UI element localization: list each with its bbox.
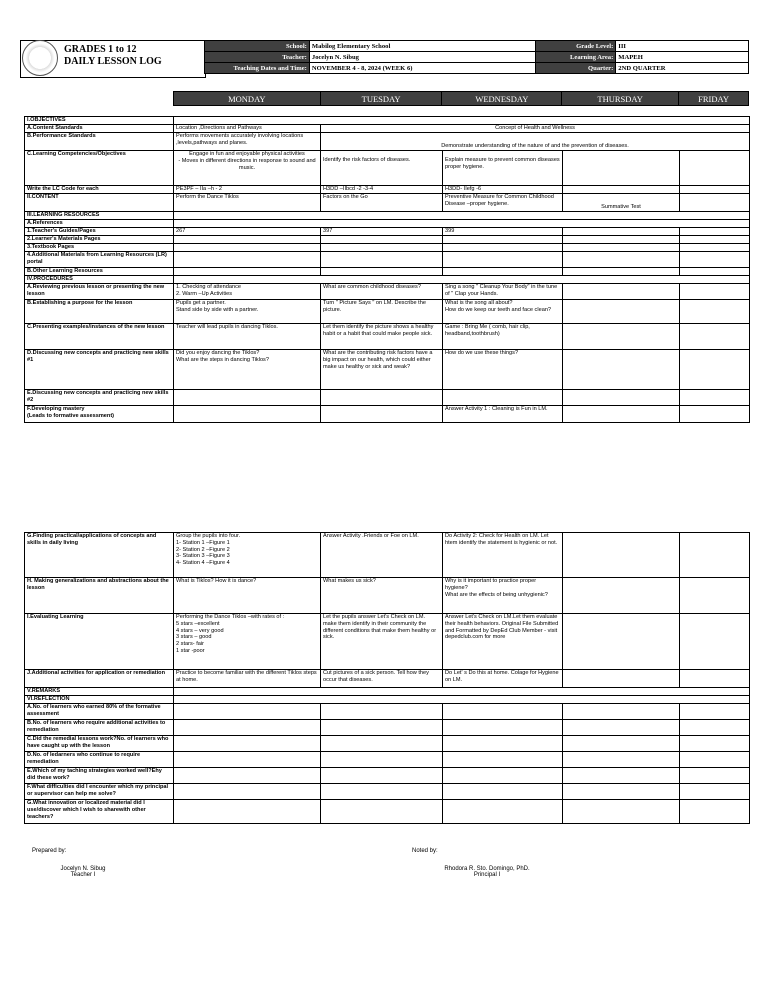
empty-cell bbox=[563, 670, 680, 688]
empty-cell bbox=[680, 252, 750, 268]
row-procedures: IV.PROCEDURES bbox=[25, 276, 174, 284]
reflection-d: D.No. of ledarners who continue to require remediation bbox=[25, 752, 174, 768]
empty-cell bbox=[680, 324, 750, 350]
empty-cell bbox=[174, 390, 321, 406]
tg-label: 1.Teacher's Guides/Pages bbox=[25, 228, 174, 236]
f-wed: Answer Activity 1 : Cleaning is Fun in LM. bbox=[443, 406, 563, 423]
empty-cell bbox=[174, 252, 321, 268]
empty-cell bbox=[563, 252, 680, 268]
content-thu: Summative Test bbox=[563, 194, 680, 212]
empty-cell bbox=[563, 736, 680, 752]
title-line1: GRADES 1 to 12 bbox=[64, 44, 137, 55]
comp-wed: Explain measure to prevent common diseases proper hygiene. bbox=[443, 151, 563, 186]
dates-label: Teaching Dates and Time: bbox=[205, 63, 310, 74]
tg-wed: 399 bbox=[443, 228, 563, 236]
empty-cell bbox=[563, 768, 680, 784]
lc-wed: H3DD- IIefg -6 bbox=[443, 186, 563, 194]
d-mon: Did you enjoy dancing the Tiklos? What are the steps in dancing Tiklos? bbox=[174, 350, 321, 390]
comp-tue: Identify the risk factors of diseases. bbox=[321, 151, 443, 186]
c-wed: Game : Bring Me ( comb, hair clip, headband,toothbrush) bbox=[443, 324, 563, 350]
empty-cell bbox=[680, 578, 750, 614]
reflection-c: C.Did the remedial lessons work?No. of learners who have caught up with the lesson bbox=[25, 736, 174, 752]
empty-cell bbox=[443, 768, 563, 784]
empty-cell bbox=[443, 244, 563, 252]
empty-cell bbox=[321, 768, 443, 784]
c-mon: Teacher will lead pupils in dancing Tiklos. bbox=[174, 324, 321, 350]
empty-cell bbox=[680, 390, 750, 406]
empty-cell bbox=[443, 736, 563, 752]
empty-cell bbox=[321, 406, 443, 423]
g-wed: Do Activity 2: Check for Health on LM. Let htem identify the statement is hygienic or not. bbox=[443, 533, 563, 578]
prepared-label: Prepared by: bbox=[32, 848, 67, 854]
day-thursday: THURSDAY bbox=[562, 92, 679, 106]
empty-cell bbox=[174, 736, 321, 752]
empty-cell bbox=[563, 614, 680, 670]
empty-cell bbox=[563, 533, 680, 578]
empty-cell bbox=[321, 244, 443, 252]
row-reflection: VI.REFLECTION bbox=[25, 696, 174, 704]
empty-cell bbox=[443, 704, 563, 720]
empty-cell bbox=[443, 752, 563, 768]
empty-cell bbox=[174, 236, 321, 244]
noted-title: Principal I bbox=[473, 872, 501, 878]
empty-cell bbox=[680, 784, 750, 800]
empty-cell bbox=[321, 390, 443, 406]
empty-cell bbox=[321, 704, 443, 720]
row-resources: III.LEARNING RESOURCES bbox=[25, 212, 174, 220]
perf-std-label: B.Performance Standards bbox=[25, 133, 174, 151]
day-header-row bbox=[173, 91, 749, 106]
empty-cell bbox=[680, 284, 750, 300]
empty-cell bbox=[680, 752, 750, 768]
empty-cell bbox=[563, 300, 680, 324]
row-remarks: V.REMARKS bbox=[25, 688, 174, 696]
empty-cell bbox=[680, 768, 750, 784]
empty-cell bbox=[321, 736, 443, 752]
j-wed: Do Let' s Do this at home. Colage for Hygiene on LM. bbox=[443, 670, 563, 688]
lesson-table-page1 bbox=[24, 116, 750, 423]
g-tue: Answer Activity .Friends or Foe on LM. bbox=[321, 533, 443, 578]
h-mon: What is Tiklos? How it is dance? bbox=[174, 578, 321, 614]
perf-std-rest: Demonstrate understanding of the nature of and the prevention of diseases. bbox=[321, 133, 750, 151]
empty-cell bbox=[563, 268, 680, 276]
empty-cell bbox=[563, 244, 680, 252]
empty-cell bbox=[680, 300, 750, 324]
dates-value: NOVEMBER 4 - 8, 2024 (WEEK 6) bbox=[309, 63, 536, 74]
empty-cell bbox=[680, 406, 750, 423]
empty-cell bbox=[443, 390, 563, 406]
g-mon: Group the pupils into four. 1- Station 1 –Figure 1 2- Station 2 –Figure 2 3- Station 3 –Figure 3 4- Station 4 –Figure 4 bbox=[174, 533, 321, 578]
empty-cell bbox=[680, 704, 750, 720]
b-tue: Turn " Picture Says " on LM. Describe the picture. bbox=[321, 300, 443, 324]
j-label: J.Additional activities for application or remediation bbox=[25, 670, 174, 688]
empty-cell bbox=[174, 688, 750, 696]
empty-cell bbox=[443, 268, 563, 276]
prepared-signature bbox=[58, 866, 108, 878]
empty-cell bbox=[680, 614, 750, 670]
perf-std-mon: Performs movements accurately involving locations ,levels,pathways and planes. bbox=[174, 133, 321, 151]
b-mon: Pupils get a partner. Stand side by side with a partner. bbox=[174, 300, 321, 324]
reflection-e: E.Which of my taching strategies worked well?Ehy did these work? bbox=[25, 768, 174, 784]
empty-cell bbox=[680, 236, 750, 244]
teacher-value: Jocelyn N. Sibug bbox=[309, 52, 536, 63]
empty-cell bbox=[174, 752, 321, 768]
prepared-title: Teacher I bbox=[70, 872, 96, 878]
empty-cell bbox=[563, 284, 680, 300]
a-wed: Sing a song " Cleanup Your Body" in the tune of " Clap your Hands. bbox=[443, 284, 563, 300]
empty-cell bbox=[680, 268, 750, 276]
b-label: B.Establishing a purpose for the lesson bbox=[25, 300, 174, 324]
i-mon: Performing the Dance Tiklos –with rates of : 5 stars –excellent 4 stars – very good 3 stars – good 2 stars- fair 1 star -poor bbox=[174, 614, 321, 670]
teacher-label: Teacher: bbox=[205, 52, 310, 63]
prepared-name: Jocelyn N. Sibug bbox=[60, 866, 106, 872]
empty-cell bbox=[563, 578, 680, 614]
empty-cell bbox=[174, 784, 321, 800]
empty-cell bbox=[443, 784, 563, 800]
row-objectives: I.OBJECTIVES bbox=[25, 117, 174, 125]
empty-cell bbox=[680, 244, 750, 252]
noted-signature bbox=[432, 866, 542, 878]
empty-cell bbox=[563, 390, 680, 406]
a-label: A.Reviewing previous lesson or presenting the new lesson bbox=[25, 284, 174, 300]
noted-label: Noted by: bbox=[412, 848, 438, 854]
empty-cell bbox=[321, 720, 443, 736]
day-tuesday: TUESDAY bbox=[320, 92, 442, 106]
header-info-table bbox=[204, 40, 749, 74]
empty-cell bbox=[443, 720, 563, 736]
empty-cell bbox=[443, 252, 563, 268]
day-wednesday: WEDNESDAY bbox=[442, 92, 562, 106]
empty-cell bbox=[680, 736, 750, 752]
g-label: G.Finding practical/applications of concepts and skills in daily living bbox=[25, 533, 174, 578]
tb-label: 3.Textbook Pages bbox=[25, 244, 174, 252]
d-wed: How do we use these things? bbox=[443, 350, 563, 390]
c-label: C.Presenting examples/instances of the new lesson bbox=[25, 324, 174, 350]
empty-cell bbox=[563, 752, 680, 768]
f-label: F.Developing mastery (Leads to formative assessment) bbox=[25, 406, 174, 423]
grade-label: Grade Level: bbox=[536, 41, 616, 52]
school-value: Mabilog Elementary School bbox=[309, 41, 536, 52]
area-label: Learning Area: bbox=[536, 52, 616, 63]
empty-cell bbox=[321, 252, 443, 268]
quarter-value: 2ND QUARTER bbox=[616, 63, 749, 74]
empty-cell bbox=[321, 752, 443, 768]
comp-mon: Engage in fun and enjoyable physical activities - Moves in different directions in response to sound and music. bbox=[174, 151, 321, 186]
empty-cell bbox=[321, 784, 443, 800]
empty-cell bbox=[174, 696, 750, 704]
empty-cell bbox=[174, 268, 321, 276]
empty-cell bbox=[174, 720, 321, 736]
i-label: I.Evaluating Learning bbox=[25, 614, 174, 670]
row-references: A.References bbox=[25, 220, 174, 228]
content-std-rest: Concept of Health and Wellness bbox=[321, 125, 750, 133]
empty-cell bbox=[174, 406, 321, 423]
header-title bbox=[64, 44, 162, 68]
lc-mon: PE3PF – IIa –h - 2 bbox=[174, 186, 321, 194]
h-wed: Why is it important to practice proper hygiene? What are the effects of being unhygienic? bbox=[443, 578, 563, 614]
empty-cell bbox=[321, 268, 443, 276]
j-mon: Practice to become familiar with the different Tiklos steps at home. bbox=[174, 670, 321, 688]
noted-name: Rhodora R. Sto. Domingo, PhD. bbox=[444, 866, 530, 872]
empty-cell bbox=[563, 704, 680, 720]
content-mon: Perform the Dance Tiklos bbox=[174, 194, 321, 212]
empty-cell bbox=[563, 800, 680, 824]
empty-cell bbox=[680, 533, 750, 578]
lc-label: Write the LC Code for each bbox=[25, 186, 174, 194]
empty-cell bbox=[680, 350, 750, 390]
olr-label: B.Other Learning Resources bbox=[25, 268, 174, 276]
a-tue: What are common childhood diseases? bbox=[321, 284, 443, 300]
empty-cell bbox=[563, 406, 680, 423]
comp-label: C.Learning Competencies/Objectives bbox=[25, 151, 174, 186]
reflection-b: B.No. of learners who require additional activities to remediation bbox=[25, 720, 174, 736]
i-tue: Let the pupils answer Let's Check on LM. make them identify in their community the different conditions that make them healthy or sick. bbox=[321, 614, 443, 670]
a-mon: 1. Checking of attendance 2. Warm –Up Activities bbox=[174, 284, 321, 300]
empty-cell bbox=[563, 236, 680, 244]
reflection-a: A.No. of learners who earned 80% of the formative assessment bbox=[25, 704, 174, 720]
grade-value: III bbox=[616, 41, 749, 52]
day-friday: FRIDAY bbox=[679, 92, 749, 106]
empty-cell bbox=[174, 768, 321, 784]
area-value: MAPEH bbox=[616, 52, 749, 63]
c-tue: Let them identify the picture shows a healthy habit or a habit that could make people sick. bbox=[321, 324, 443, 350]
empty-cell bbox=[174, 244, 321, 252]
empty-cell bbox=[443, 236, 563, 244]
empty-cell bbox=[563, 720, 680, 736]
content-label: II.CONTENT bbox=[25, 194, 174, 212]
lesson-table-page2 bbox=[24, 532, 750, 824]
h-tue: What makes us sick? bbox=[321, 578, 443, 614]
content-tue: Factors on the Go bbox=[321, 194, 443, 212]
empty-cell bbox=[443, 800, 563, 824]
d-tue: What are the contributing risk factors have a big impact on our health, which could either make us healthy or sick and weak? bbox=[321, 350, 443, 390]
empty-cell bbox=[680, 800, 750, 824]
reflection-f: F.What difficulties did I encounter which my principal or supervisor can help me solve? bbox=[25, 784, 174, 800]
quarter-label: Quarter: bbox=[536, 63, 616, 74]
content-wed: Preventive Measure for Common Childhood Disease –proper hygiene. bbox=[443, 194, 563, 212]
empty-cell bbox=[563, 324, 680, 350]
b-wed: What is the song all about? How do we keep our teeth and face clean? bbox=[443, 300, 563, 324]
day-monday: MONDAY bbox=[174, 92, 321, 106]
title-line2: DAILY LESSON LOG bbox=[64, 56, 162, 67]
e-label: E.Discussing new concepts and practicing new skills #2 bbox=[25, 390, 174, 406]
empty-cell bbox=[563, 784, 680, 800]
reflection-g: G.What innovation or localized material did I use/discover which I wish to sharewith other teachers? bbox=[25, 800, 174, 824]
tg-tue: 397 bbox=[321, 228, 443, 236]
empty-cell bbox=[321, 236, 443, 244]
empty-cell bbox=[563, 350, 680, 390]
i-wed: Answer Let's Check on LM.Let them evaluate their health behaviors. Original File Submitted and Formatted by DepEd Club Member - visit depedclub.com for more bbox=[443, 614, 563, 670]
am-label: 4.Additional Materials from Learning Resources (LR) portal bbox=[25, 252, 174, 268]
deped-seal-icon bbox=[22, 40, 58, 76]
school-label: School: bbox=[205, 41, 310, 52]
empty-cell bbox=[174, 704, 321, 720]
empty-cell bbox=[680, 670, 750, 688]
j-tue: Cut pictures of a sick person. Tell how they occur that diseases. bbox=[321, 670, 443, 688]
content-std-label: A.Content Standards bbox=[25, 125, 174, 133]
lm-label: 2.Learner's Materials Pages bbox=[25, 236, 174, 244]
lc-tue: H3DD –IIbcd -2 -3-4 bbox=[321, 186, 443, 194]
empty-cell bbox=[321, 800, 443, 824]
empty-cell bbox=[174, 800, 321, 824]
content-std-mon: Location ,Directions and Pathways bbox=[174, 125, 321, 133]
d-label: D.Discussing new concepts and practicing new skills #1 bbox=[25, 350, 174, 390]
empty-cell bbox=[680, 720, 750, 736]
h-label: H. Making generalizations and abstractions about the lesson bbox=[25, 578, 174, 614]
tg-mon: 267 bbox=[174, 228, 321, 236]
